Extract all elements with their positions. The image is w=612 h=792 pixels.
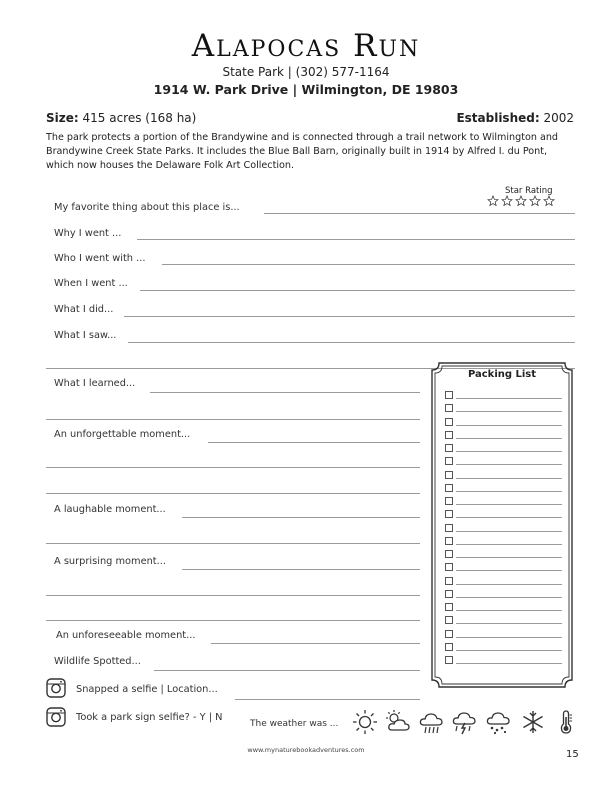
camera-icon <box>46 707 66 727</box>
did-answer-line[interactable] <box>124 316 575 317</box>
packing-item-line[interactable] <box>456 478 562 479</box>
prompt-laughable: A laughable moment... <box>54 504 166 515</box>
page-title: Alapocas Run <box>191 28 421 64</box>
packing-checkbox[interactable] <box>445 510 453 518</box>
packing-checkbox[interactable] <box>445 484 453 492</box>
packing-item-line[interactable] <box>456 438 562 439</box>
packing-item-line[interactable] <box>456 584 562 585</box>
established-info <box>456 111 574 125</box>
prompt-learned: What I learned... <box>54 378 136 389</box>
packing-item-line[interactable] <box>456 517 562 518</box>
prompt-sign-selfie[interactable]: Took a park sign selfie? - Y | N <box>76 712 223 723</box>
favorite-answer-line[interactable] <box>264 213 575 214</box>
packing-item-line[interactable] <box>456 411 562 412</box>
footer-website: www.mynaturebookadventures.com <box>247 746 365 754</box>
prompt-did: What I did... <box>54 304 114 315</box>
learned-answer-line-2[interactable] <box>46 419 420 420</box>
packing-item-line[interactable] <box>456 398 562 399</box>
thunderstorm-icon[interactable] <box>451 709 477 735</box>
prompt-unforgettable: An unforgettable moment... <box>54 429 191 440</box>
laughable-answer-line[interactable] <box>182 517 420 518</box>
packing-item-line[interactable] <box>456 464 562 465</box>
prompt-wildlife: Wildlife Spotted... <box>54 656 141 667</box>
size-info <box>46 111 196 125</box>
packing-item-line[interactable] <box>456 491 562 492</box>
thermometer-icon[interactable] <box>553 709 579 735</box>
established-label: Established: <box>456 111 540 125</box>
unforgettable-answer-line-3[interactable] <box>46 493 420 494</box>
star-icon[interactable] <box>515 195 527 207</box>
star-icon[interactable] <box>487 195 499 207</box>
packing-checkbox[interactable] <box>445 431 453 439</box>
star-icon[interactable] <box>543 195 555 207</box>
unforgettable-answer-line-2[interactable] <box>46 467 420 468</box>
star-icon[interactable] <box>501 195 513 207</box>
prompt-who: Who I went with ... <box>54 253 146 264</box>
prompt-favorite: My favorite thing about this place is... <box>54 202 240 213</box>
packing-item-line[interactable] <box>456 544 562 545</box>
when-answer-line[interactable] <box>140 290 575 291</box>
page-number: 15 <box>566 749 579 760</box>
park-description: The park protects a portion of the Brandywine and is connected through a trail network to Wilmington and Brandywine Creek State Parks. It includes the Blue Ball Barn, originally built in 1914 by Alfred I. du Pont, which now houses the Delaware Folk Art Collection. <box>46 132 559 171</box>
park-address: 1914 W. Park Drive | Wilmington, DE 19803 <box>153 82 459 97</box>
prompt-surprising: A surprising moment... <box>54 556 166 567</box>
packing-checkbox[interactable] <box>445 497 453 505</box>
saw-answer-line[interactable] <box>128 342 575 343</box>
laughable-answer-line-2[interactable] <box>46 543 420 544</box>
partly-cloudy-icon[interactable] <box>385 709 411 735</box>
packing-item-line[interactable] <box>456 610 562 611</box>
packing-item-line[interactable] <box>456 570 562 571</box>
packing-item-line[interactable] <box>456 663 562 664</box>
packing-checkbox[interactable] <box>445 404 453 412</box>
packing-item-line[interactable] <box>456 504 562 505</box>
size-value: 415 acres (168 ha) <box>78 111 197 125</box>
learned-answer-line[interactable] <box>150 392 420 393</box>
packing-checkbox[interactable] <box>445 630 453 638</box>
prompt-selfie: Snapped a selfie | Location... <box>76 684 218 695</box>
packing-checkbox[interactable] <box>445 563 453 571</box>
packing-item-line[interactable] <box>456 425 562 426</box>
surprising-answer-line[interactable] <box>182 569 420 570</box>
prompt-when: When I went ... <box>54 278 128 289</box>
wildlife-answer-line[interactable] <box>154 670 420 671</box>
packing-checkbox[interactable] <box>445 537 453 545</box>
size-label: Size: <box>46 111 79 125</box>
weather-label: The weather was ... <box>250 719 339 729</box>
star-rating[interactable] <box>487 195 555 207</box>
packing-item-line[interactable] <box>456 637 562 638</box>
prompt-unforeseeable: An unforeseeable moment... <box>56 630 196 641</box>
prompt-why: Why I went ... <box>54 228 122 239</box>
packing-checkbox[interactable] <box>445 524 453 532</box>
packing-checkbox[interactable] <box>445 603 453 611</box>
packing-checkbox[interactable] <box>445 457 453 465</box>
sunny-icon[interactable] <box>352 709 378 735</box>
packing-item-line[interactable] <box>456 623 562 624</box>
snowflake-icon[interactable] <box>520 709 546 735</box>
packing-checkbox[interactable] <box>445 391 453 399</box>
star-icon[interactable] <box>529 195 541 207</box>
why-answer-line[interactable] <box>137 239 575 240</box>
packing-checkbox[interactable] <box>445 616 453 624</box>
packing-checkbox[interactable] <box>445 590 453 598</box>
packing-checkbox[interactable] <box>445 550 453 558</box>
selfie-location-line[interactable] <box>235 699 420 700</box>
snow-icon[interactable] <box>485 709 511 735</box>
packing-checkbox[interactable] <box>445 444 453 452</box>
prompt-saw: What I saw... <box>54 330 117 341</box>
park-subtitle: State Park | (302) 577-1164 <box>222 65 390 79</box>
camera-icon <box>46 678 66 698</box>
star-rating-label: Star Rating <box>505 186 553 196</box>
packing-checkbox[interactable] <box>445 656 453 664</box>
packing-list-title: Packing List <box>467 369 537 380</box>
packing-checkbox[interactable] <box>445 577 453 585</box>
surprising-answer-line-2[interactable] <box>46 595 420 596</box>
rain-icon[interactable] <box>418 709 444 735</box>
packing-checkbox[interactable] <box>445 418 453 426</box>
packing-checkbox[interactable] <box>445 643 453 651</box>
packing-item-line[interactable] <box>456 557 562 558</box>
who-answer-line[interactable] <box>162 264 575 265</box>
surprising-answer-line-3[interactable] <box>46 620 420 621</box>
unforgettable-answer-line[interactable] <box>208 442 420 443</box>
packing-checkbox[interactable] <box>445 471 453 479</box>
packing-item-line[interactable] <box>456 650 562 651</box>
packing-item-line[interactable] <box>456 597 562 598</box>
packing-item-line[interactable] <box>456 451 562 452</box>
packing-item-line[interactable] <box>456 531 562 532</box>
unforeseeable-answer-line[interactable] <box>211 643 420 644</box>
established-value: 2002 <box>539 111 574 125</box>
